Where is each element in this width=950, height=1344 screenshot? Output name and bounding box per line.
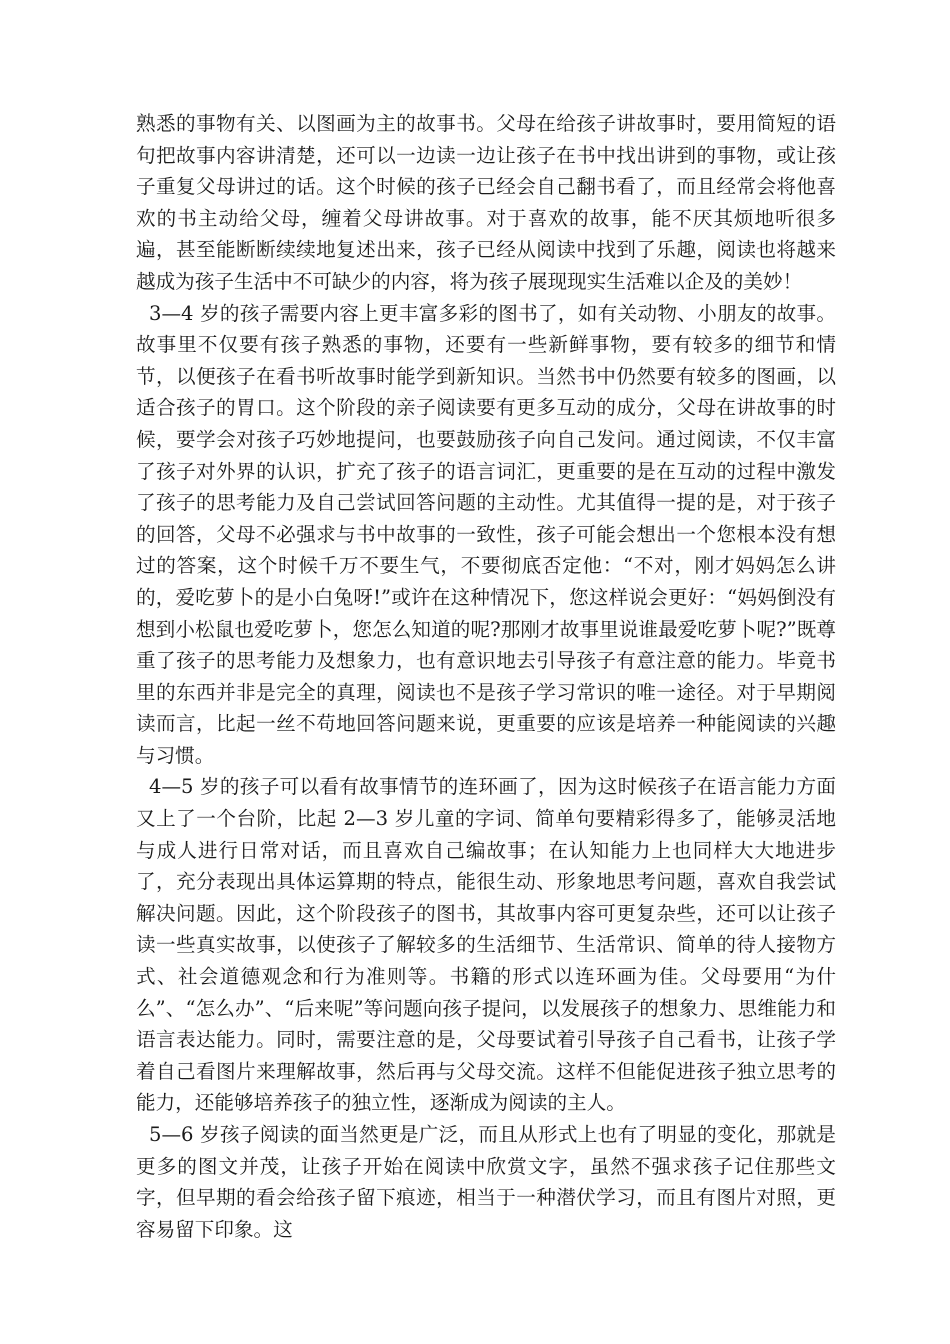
paragraph-4: 5—6 岁孩子阅读的面当然更是广泛，而且从形式上也有了明显的变化，那就是更多的图文并茂，让孩子开始在阅读中欣赏文字，虽然不强求孩子记住那些文字，但早期的看会给孩子留下痕迹，相当于一种潜伏学习，而且有图片对照，更容易留下印象。这 (136, 1123, 836, 1241)
document-body (136, 108, 836, 1245)
paragraph-2: 3—4 岁的孩子需要内容上更丰富多彩的图书了，如有关动物、小朋友的故事。故事里不仅要有孩子熟悉的事物，还要有一些新鲜事物，要有较多的细节和情节，以便孩子在看书听故事时能学到新知识。当然书中仍然要有较多的图画，以适合孩子的胃口。这个阶段的亲子阅读要有更多互动的成分，父母在讲故事的时候，要学会对孩子巧妙地提问，也要鼓励孩子向自己发问。通过阅读，不仅丰富了孩子对外界的认识，扩充了孩子的语言词汇，更重要的是在互动的过程中激发了孩子的思考能力及自己尝试回答问题的主动性。尤其值得一提的是，对于孩子的回答，父母不必强求与书中故事的一致性，孩子可能会想出一个您根本没有想过的答案，这个时候千万不要生气，不要彻底否定他：“不对，刚才妈妈怎么讲的，爱吃萝卜的是小白兔呀!”或许在这种情况下，您这样说会更好：“妈妈倒没有想到小松鼠也爱吃萝卜，您怎么知道的呢?那刚才故事里说谁最爱吃萝卜呢?”既尊重了孩子的思考能力及想象力，也有意识地去引导孩子有意注意的能力。毕竟书里的东西并非是完全的真理，阅读也不是孩子学习常识的唯一途径。对于早期阅读而言，比起一丝不苟地回答问题来说，更重要的应该是培养一种能阅读的兴趣与习惯。 (136, 301, 836, 767)
paragraph-1: 熟悉的事物有关、以图画为主的故事书。父母在给孩子讲故事时，要用简短的语句把故事内容讲清楚，还可以一边读一边让孩子在书中找出讲到的事物，或让孩子重复父母讲过的话。这个时候的孩子已经会自己翻书看了，而且经常会将他喜欢的书主动给父母，缠着父母讲故事。对于喜欢的故事，能不厌其烦地听很多遍，甚至能断断续续地复述出来，孩子已经从阅读中找到了乐趣，阅读也将越来越成为孩子生活中不可缺少的内容，将为孩子展现现实生活难以企及的美妙！ (136, 112, 836, 293)
paragraph-3: 4—5 岁的孩子可以看有故事情节的连环画了，因为这时候孩子在语言能力方面又上了一个台阶，比起 2—3 岁儿童的字词、简单句要精彩得多了，能够灵活地与成人进行日常对话，而且喜欢自己编故事；在认知能力上也同样大大地进步了，充分表现出具体运算期的特点，能很生动、形象地思考问题，喜欢自我尝试解决问题。因此，这个阶段孩子的图书，其故事内容可更复杂些，还可以让孩子读一些真实故事，以使孩子了解较多的生活细节、生活常识、简单的待人接物方式、社会道德观念和行为准则等。书籍的形式以连环画为佳。父母要用“为什么”、“怎么办”、“后来呢”等问题向孩子提问，以发展孩子的想象力、思维能力和语言表达能力。同时，需要注意的是，父母要试着引导孩子自己看书，让孩子学着自己看图片来理解故事，然后再与父母交流。这样不但能促进孩子独立思考的能力，还能够培养孩子的独立性，逐渐成为阅读的主人。 (136, 775, 836, 1115)
